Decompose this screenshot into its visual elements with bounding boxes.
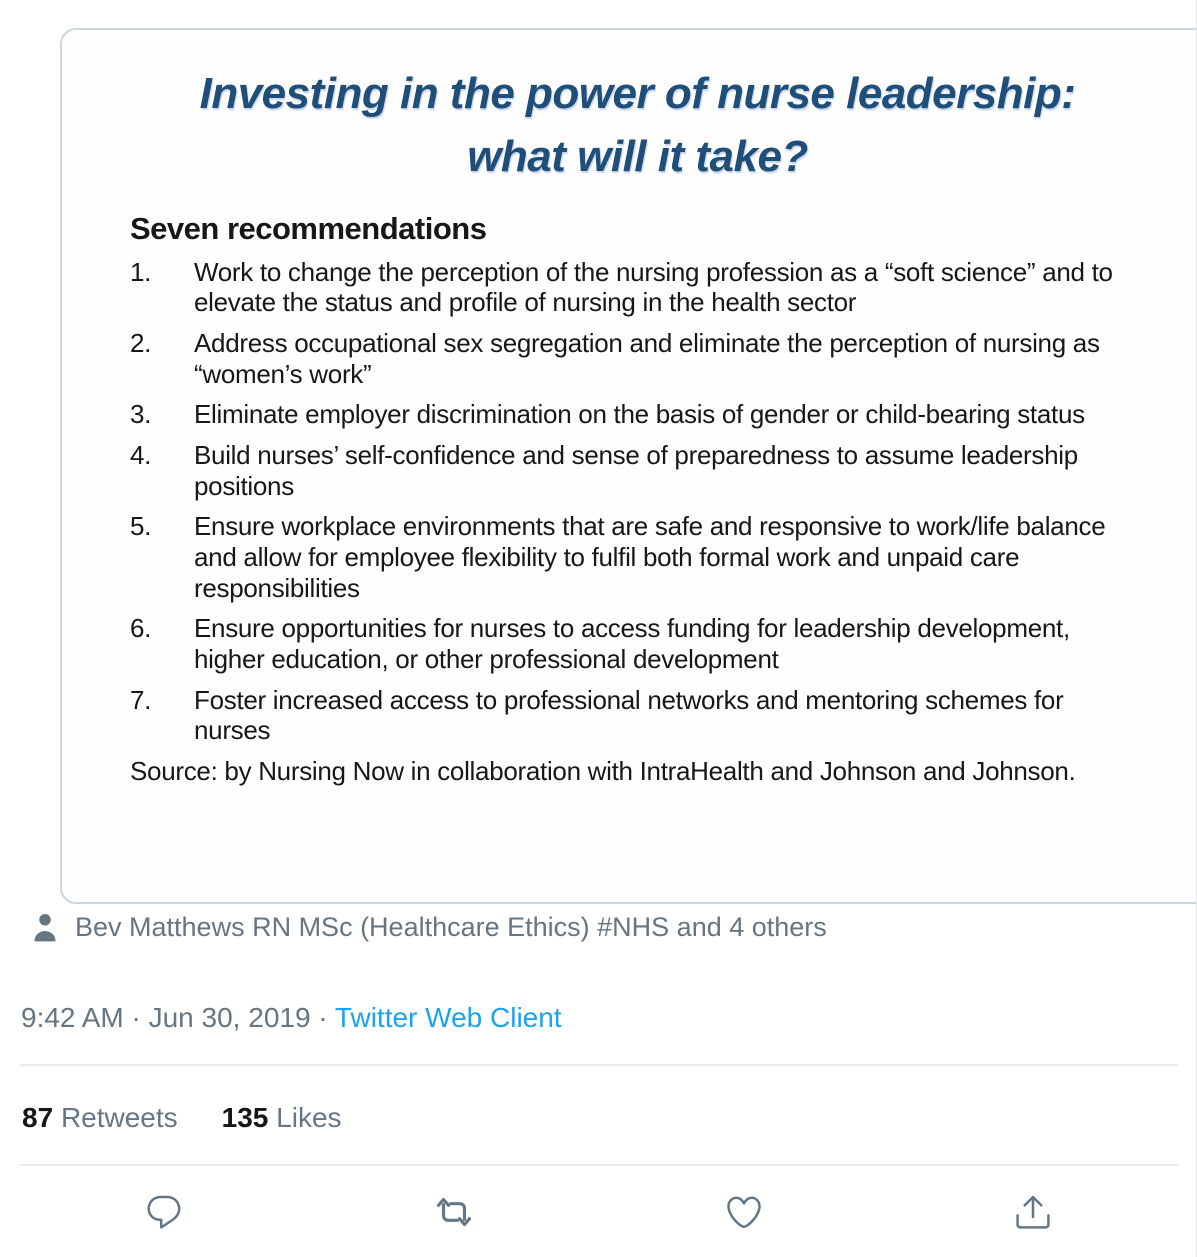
tweet-stats xyxy=(22,1102,342,1134)
list-item-text: Foster increased access to professional networks and mentoring schemes for nurses xyxy=(194,684,1064,746)
list-item xyxy=(130,328,1142,389)
image-source-note: Source: by Nursing Now in collaboration with IntraHealth and Johnson and Johnson. xyxy=(130,756,1076,787)
share-button[interactable] xyxy=(1005,1184,1061,1240)
list-item-number: 3. xyxy=(130,399,152,430)
retweet-icon xyxy=(433,1192,475,1232)
image-title xyxy=(130,62,1145,189)
likes-stat[interactable] xyxy=(222,1102,342,1134)
list-item xyxy=(130,440,1142,501)
list-item xyxy=(130,685,1142,746)
list-item xyxy=(130,257,1142,318)
tweet-image[interactable] xyxy=(60,28,1197,904)
tweet-timestamp: 9:42 AM · Jun 30, 2019 · xyxy=(21,1002,328,1033)
like-button[interactable] xyxy=(716,1184,772,1240)
source-client-link[interactable]: Twitter Web Client xyxy=(334,1002,562,1033)
reply-button[interactable] xyxy=(136,1184,192,1240)
retweets-count: 87 xyxy=(22,1102,54,1133)
list-item-text: Build nurses’ self-confidence and sense of preparedness to assume leadership positions xyxy=(194,440,1078,501)
tweet-action-bar xyxy=(20,1184,1177,1240)
list-item-text: Ensure opportunities for nurses to access funding for leadership development, higher education, or other professional development xyxy=(194,613,1070,675)
divider xyxy=(20,1164,1178,1166)
list-item-number: 2. xyxy=(130,328,152,359)
list-item-text: Address occupational sex segregation and eliminate the perception of nursing as “women’s work” xyxy=(194,328,1100,389)
recommendations-list xyxy=(130,257,1145,746)
list-item-number: 6. xyxy=(130,613,152,644)
list-item-number: 4. xyxy=(130,440,152,471)
retweets-stat[interactable] xyxy=(22,1102,178,1134)
liked-by-row[interactable] xyxy=(30,910,827,944)
list-item-number: 7. xyxy=(130,684,152,715)
list-item-text: Work to change the perception of the nursing profession as a “soft science” and to elevate the status and profile of nursing in the health sector xyxy=(194,256,1113,318)
list-item xyxy=(130,613,1142,674)
list-item-text: Ensure workplace environments that are safe and responsive to work/life balance and allow for employee flexibility to fulfil both formal work and unpaid care responsibilities xyxy=(194,511,1106,603)
like-icon xyxy=(724,1192,764,1232)
list-item-text: Eliminate employer discrimination on the basis of gender or child-bearing status xyxy=(194,399,1085,430)
retweet-button[interactable] xyxy=(425,1184,483,1240)
list-item xyxy=(130,511,1142,603)
image-title-line2: what will it take? xyxy=(467,132,808,182)
divider xyxy=(20,1064,1178,1066)
person-icon xyxy=(30,910,60,944)
share-icon xyxy=(1013,1192,1053,1232)
image-heading: Seven recommendations xyxy=(130,210,487,246)
list-item-number: 5. xyxy=(130,511,152,542)
reply-icon xyxy=(144,1192,184,1232)
list-item-number: 1. xyxy=(130,256,152,287)
likes-label: Likes xyxy=(276,1102,342,1133)
list-item xyxy=(130,399,1142,430)
likes-count: 135 xyxy=(221,1102,269,1133)
liked-by-text: Bev Matthews RN MSc (Healthcare Ethics) #NHS and 4 others xyxy=(75,911,827,942)
tweet-meta xyxy=(21,1002,562,1034)
image-title-line1: Investing in the power of nurse leadership: xyxy=(199,69,1076,118)
retweets-label: Retweets xyxy=(60,1102,178,1133)
